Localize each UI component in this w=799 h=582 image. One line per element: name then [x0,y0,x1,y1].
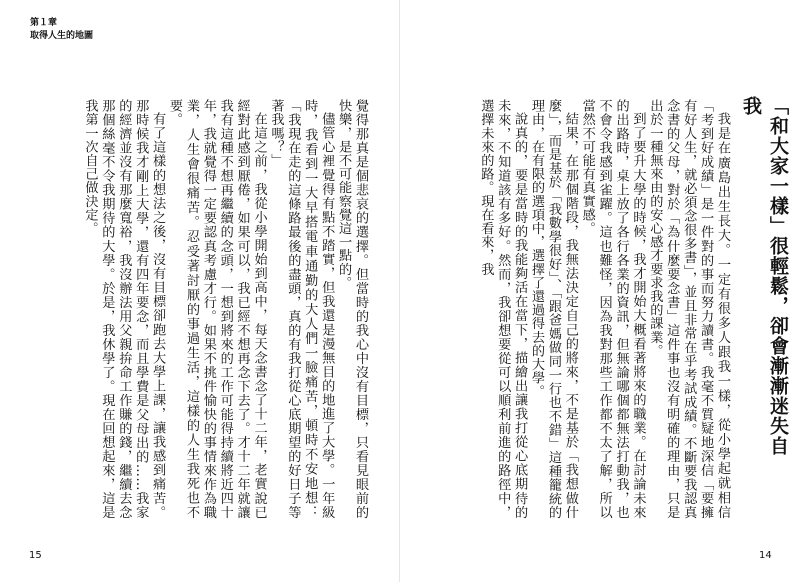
left-page-body [28,99,368,519]
page-number-right: 14 [759,550,772,561]
page-number-left: 15 [29,550,42,561]
running-header [30,17,93,43]
section-title: 「和大家一樣」很輕鬆，卻會漸漸迷失自我 [740,96,789,456]
chapter-number: 第１章 [30,18,58,28]
right-page-body [430,99,730,519]
right-page [400,0,799,582]
paragraph: 到了要升大學的時候，我才開始大概看著將來的職業。在討論未來的出路時，桌上放了各行各業的資訊，但無論哪個都無法打動我，也不會令我感到雀躍。這也難怪，因為我對那些工作都不太了解，所以當然不可能有真實感。 [579,99,646,519]
chapter-title: 取得人生的地圖 [30,31,94,41]
paragraph: 在這之前，我從小學開始到高中，每天念書念了十二年，老實說已經對此感到厭倦，如果可以，我已經不想再念下去了。才十二年就讓我有這種不想再繼續的念頭，一想到將來的工作可能得持續將近四十年，我就覺得一定要認真考慮才行。如果不挑件愉快的事情來作為職業，人生會很痛苦。忍受著討厭的事過生活，這樣的人生我死也不要。 [167,99,267,519]
paragraph: 我是在廣島出生長大。一定有很多人跟我一樣，從小學起就相信「考到好成績」是一件對的事而努力讀書。我毫不質疑地深信「要擁有好人生，就必須念很多書」，並且非常在乎考試成績。不斷要我認真念書的父母，對於「為什麼要念書」這件事也沒有明確的理由，只是出於一種無來由的安心感才要求我的課業。 [647,99,730,519]
paragraph: 結果，在那個階段，我無法決定自己的將來，不是基於「我想做什麼」，而是基於「我數學很好」、「跟爸媽做同一行也不錯」這種籠統的理由，在有限的選項中，選擇了還過得去的大學。 [529,99,578,519]
paragraph: 說真的，要是當時的我能夠活在當下，描繪出讓我打從心底期待的未來，不知道該有多好。然而，我卻想要從可以順利前進的路徑中，選擇未來的路。現在看來，我 [478,99,528,519]
paragraph: 覺得那真是個悲哀的選擇。但當時的我心中沒有目標，只看見眼前的快樂，是不可能察覺這一點的。 [336,99,368,519]
left-page [0,0,399,582]
paragraph: 儘管心裡覺得有點不踏實，但我還是漫無目的地進了大學。一年級時，我看到一大早搭電車通勤的大人們一臉痛苦，頓時不安地想：「我現在走的這條路最後的盡頭，真的有我打從心底期望的好日子等著我嗎？」 [268,99,335,519]
paragraph: 有了這樣的想法之後，沒有目標卻跑去大學上課，讓我感到痛苦。那時候我才剛上大學，還有四年要念，而且學費是父母出的……我家的經濟並沒有那麼寬裕，我沒辦法用父親拚命工作賺的錢，繼續去念那個絲毫不令我期待的大學。於是，我休學了。現在回想起來，這是我第一次自己做決定。 [82,99,166,519]
